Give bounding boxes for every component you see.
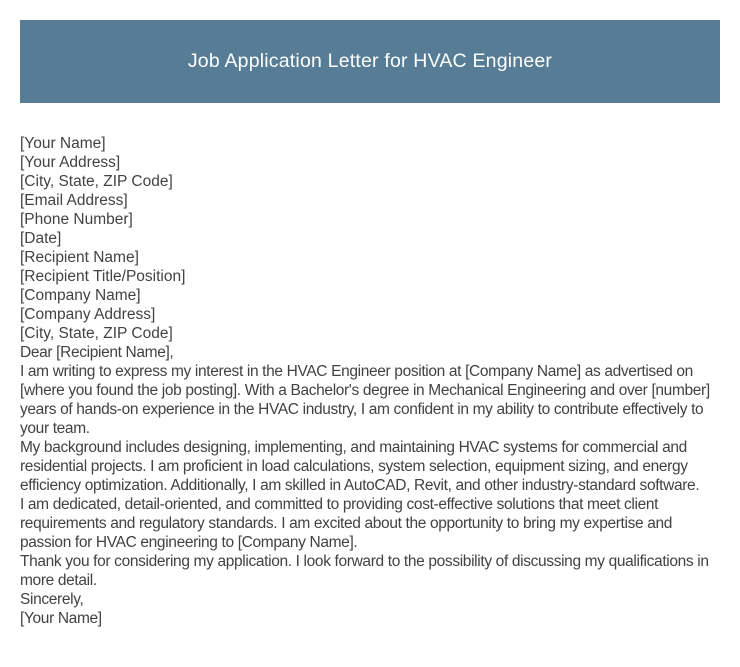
letter-paragraph: My background includes designing, implementing, and maintaining HVAC systems for commercial and residential projects. I am proficient in load calculations, system selection, equipment sizing, and energy efficiency optimization. Additionally, I am skilled in AutoCAD, Revit, and other industry-standard software. xyxy=(20,439,700,494)
sender-info-line: [Date] xyxy=(20,230,62,247)
sender-info-line: [Your Address] xyxy=(20,154,121,171)
document-title: Job Application Letter for HVAC Engineer xyxy=(187,50,553,72)
sender-info-line: [City, State, ZIP Code] xyxy=(20,173,173,190)
sender-info-line: [Your Name] xyxy=(20,135,106,152)
letter-paragraph: Thank you for considering my application. I look forward to the possibility of discussing my qualifications in more detail. xyxy=(20,553,709,589)
letter-paragraphs xyxy=(20,362,722,590)
sender-info-line: [Email Address] xyxy=(20,192,128,209)
closing: Sincerely, xyxy=(20,591,84,608)
recipient-info-line: [Company Name] xyxy=(20,287,141,304)
recipient-info-line: [Recipient Title/Position] xyxy=(20,268,186,285)
letter-body xyxy=(20,134,722,628)
document-title-banner xyxy=(20,20,720,103)
sender-info-line: [Phone Number] xyxy=(20,211,133,228)
letter-paragraph: I am dedicated, detail-oriented, and committed to providing cost-effective solutions that meet client requirements and regulatory standards. I am excited about the opportunity to bring my expertise and passion for HVAC engineering to [Company Name]. xyxy=(20,496,673,551)
recipient-info-line: [Company Address] xyxy=(20,306,156,323)
letter-paragraph: I am writing to express my interest in the HVAC Engineer position at [Company Name] as advertised on [where you found the job posting]. With a Bachelor's degree in Mechanical Engineering and over [number] years of hands-on experience in the HVAC industry, I am confident in my ability to contribute effectively to your team. xyxy=(20,363,710,437)
sender-info-block xyxy=(20,134,722,248)
recipient-info-block xyxy=(20,248,722,343)
recipient-info-line: [City, State, ZIP Code] xyxy=(20,325,173,342)
recipient-info-line: [Recipient Name] xyxy=(20,249,139,266)
signature: [Your Name] xyxy=(20,610,102,627)
salutation: Dear [Recipient Name], xyxy=(20,344,174,361)
